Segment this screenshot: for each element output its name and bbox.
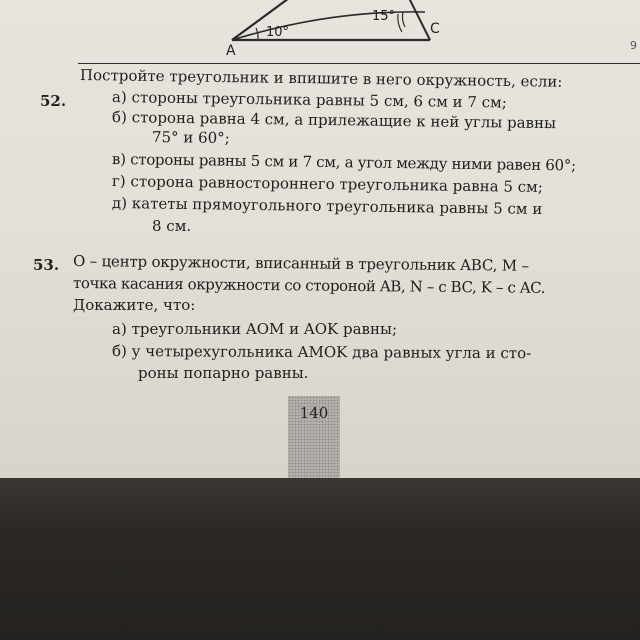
problem-52-line-4: 75° и 60°;	[151, 128, 230, 148]
problem-53-line-1: О – центр окружности, вписанный в треугольник ABC, M –	[72, 252, 529, 275]
problem-53-line-4: а) треугольники AOM и AOK равны;	[112, 320, 397, 338]
angle-arc-right-2	[398, 14, 402, 32]
problem-53-line-6: роны попарно равны.	[138, 364, 309, 382]
problem-52-line-5: в) стороны равны 5 см и 7 см, а угол между ними равен 60°;	[111, 150, 576, 175]
angle-label-left: 10°	[266, 25, 290, 40]
problem-53-line-2: точка касания окружности со стороной AB, N – с BC, K – с AC.	[72, 274, 546, 297]
angle-arc-right	[402, 12, 405, 27]
page-number-box	[288, 396, 340, 478]
dark-background	[0, 478, 640, 640]
angle-label-right: 15°	[372, 9, 396, 24]
problem-52-number: 52.	[40, 92, 67, 110]
margin-note: 9	[630, 39, 637, 52]
problem-53-line-5: б) у четырехугольника AMOK два равных угла и сто-	[111, 342, 532, 363]
problem-52-line-3: б) сторона равна 4 см, а прилежащие к ней углы равны	[111, 108, 557, 133]
vertex-c-label: C	[430, 21, 440, 37]
triangle-figure	[0, 0, 640, 60]
problem-52-line-2: а) стороны треугольника равны 5 см, 6 см и 7 см;	[111, 88, 507, 112]
page-number: 140	[299, 404, 329, 422]
header-rule	[78, 63, 640, 64]
bisector-line	[232, 9, 425, 40]
problem-52-line-7: д) катеты прямоугольного треугольника равны 5 см и	[111, 194, 543, 219]
problem-52-line-1: Постройте треугольник и впишите в него окружность, если:	[79, 66, 563, 91]
problem-53-line-3: Докажите, что:	[73, 296, 196, 314]
problem-53-number: 53.	[33, 256, 60, 274]
triangle-side-right	[405, 0, 430, 40]
problem-52-line-8: 8 см.	[152, 217, 192, 235]
angle-arc-left	[256, 28, 258, 40]
problem-52-line-6: г) сторона равностороннего треугольника равна 5 см;	[111, 172, 543, 197]
vertex-a-label: A	[226, 43, 236, 59]
